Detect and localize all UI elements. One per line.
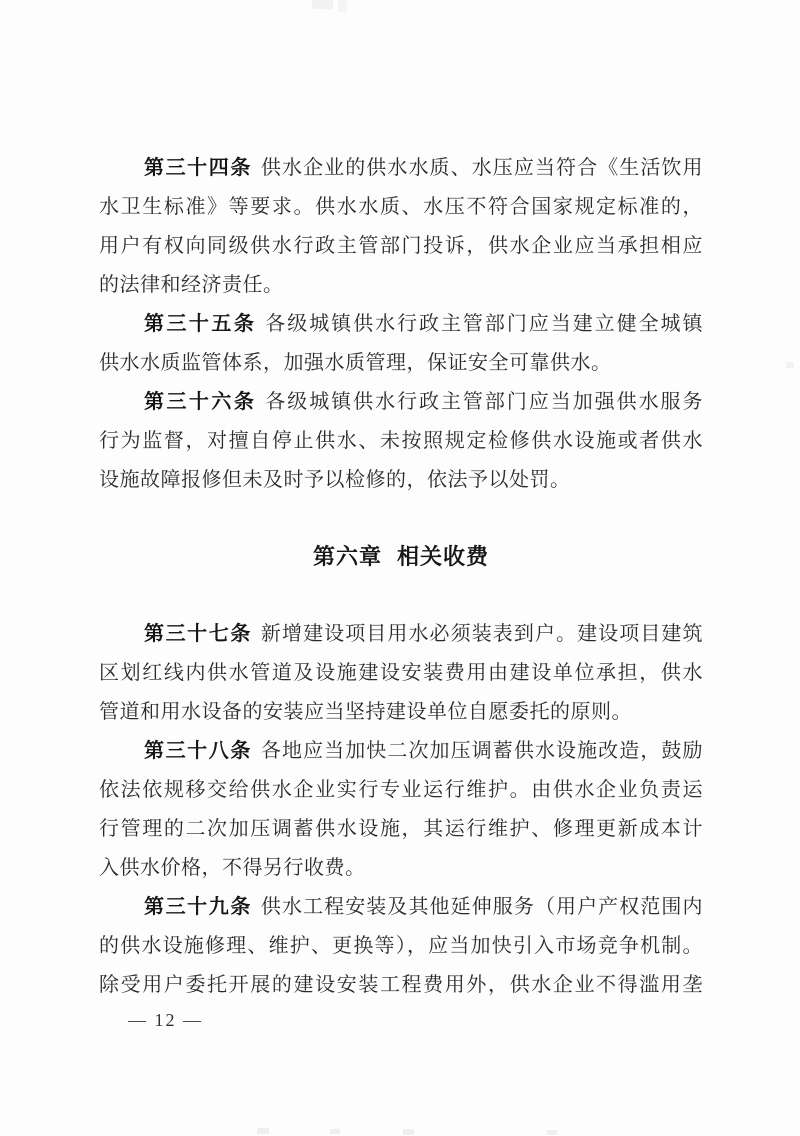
text-line: 供水水质监管体系，加强水质管理，保证安全可靠供水。 — [99, 352, 612, 374]
scan-artifact — [786, 362, 794, 368]
text-line: 第三十六条 各级城镇供水行政主管部门应当加强供水服务 — [144, 391, 704, 413]
text-line: 水卫生标准》等要求。供水水质、水压不符合国家规定标准的， — [99, 196, 703, 218]
text-line: 的法律和经济责任。 — [99, 274, 284, 296]
text-line: 设施故障报修但未及时予以检修的，依法予以处罚。 — [99, 469, 571, 491]
text-line: 的供水设施修理、维护、更换等），应当加快引入市场竞争机制。 — [99, 935, 703, 957]
page-number: — 12 — — [128, 1010, 203, 1030]
article-number: 第三十七条 — [144, 623, 252, 645]
text-line: 区划红线内供水管道及设施建设安装费用由建设单位承担，供水 — [99, 662, 703, 684]
article-number: 第三十九条 — [144, 896, 252, 918]
scan-artifact — [312, 0, 333, 9]
scan-artifact — [257, 1128, 269, 1134]
scan-artifact — [338, 0, 347, 12]
document-body — [99, 149, 703, 1005]
text-line: 第三十九条 供水工程安装及其他延伸服务（用户产权范围内 — [144, 896, 704, 918]
article-number: 第三十五条 — [144, 313, 257, 335]
text-line: 第三十七条 新增建设项目用水必须装表到户。建设项目建筑 — [144, 623, 704, 645]
scan-artifact — [547, 1130, 557, 1135]
text-line: 除受用户委托开展的建设安装工程费用外，供水企业不得滥用垄 — [99, 974, 703, 996]
text-line: 第三十四条 供水企业的供水水质、水压应当符合《生活饮用 — [144, 157, 704, 179]
article-number: 第三十八条 — [144, 740, 252, 762]
text-line: 行管理的二次加压调蓄供水设施，其运行维护、修理更新成本计 — [99, 818, 703, 840]
scan-artifact — [330, 1129, 340, 1134]
article-number: 第三十四条 — [144, 157, 252, 179]
text-line: 管道和用水设备的安装应当坚持建设单位自愿委托的原则。 — [99, 701, 632, 723]
text-line: 依法依规移交给供水企业实行专业运行维护。由供水企业负责运 — [99, 779, 703, 801]
text-line: 入供水价格，不得另行收费。 — [99, 857, 366, 879]
article-number: 第三十六条 — [144, 391, 257, 413]
text-line: 用户有权向同级供水行政主管部门投诉，供水企业应当承担相应 — [99, 235, 703, 257]
text-line: 第三十八条 各地应当加快二次加压调蓄供水设施改造，鼓励 — [144, 740, 704, 762]
text-line: 第三十五条 各级城镇供水行政主管部门应当建立健全城镇 — [144, 313, 704, 335]
chapter-heading: 第六章 相关收费 — [312, 544, 490, 569]
scan-artifact — [403, 1129, 414, 1135]
text-line: 行为监督，对擅自停止供水、未按照规定检修供水设施或者供水 — [99, 430, 703, 452]
